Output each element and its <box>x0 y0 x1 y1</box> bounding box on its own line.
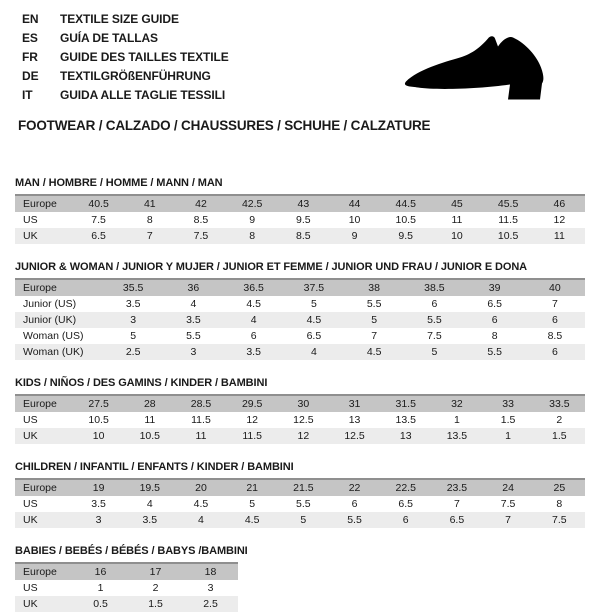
language-code: FR <box>22 50 38 64</box>
size-cell: 3 <box>207 582 214 594</box>
size-cell: 4.5 <box>284 312 344 328</box>
table-row <box>15 328 585 344</box>
size-cell: 8 <box>146 214 153 226</box>
size-cell: 40 <box>525 279 585 296</box>
size-cell: 5.5 <box>296 498 311 510</box>
size-cell: 12 <box>278 428 329 444</box>
size-cell: 8 <box>227 228 278 244</box>
size-cell: 19.5 <box>124 479 175 496</box>
size-section <box>15 461 585 528</box>
size-cell: 2.5 <box>103 344 163 360</box>
size-section <box>15 261 585 360</box>
table-row <box>15 195 585 212</box>
size-section <box>15 377 585 444</box>
size-cell: 20 <box>175 479 226 496</box>
row-label: US <box>23 582 38 594</box>
size-cell: 37.5 <box>284 279 344 296</box>
row-label: Woman (UK) <box>15 344 103 360</box>
size-cell: 4 <box>224 312 284 328</box>
size-cell: 23.5 <box>431 479 482 496</box>
size-cell: 6.5 <box>306 330 322 342</box>
size-cell: 18 <box>183 563 238 580</box>
row-label: US <box>23 414 38 426</box>
size-cell: 6 <box>351 498 358 510</box>
row-label: US <box>23 498 38 510</box>
size-cell: 42.5 <box>227 195 278 212</box>
size-cell: 11.5 <box>227 428 278 444</box>
table-row <box>15 428 585 444</box>
size-cell: 7.5 <box>427 330 442 342</box>
table-row <box>15 512 585 528</box>
language-label: GUIDA ALLE TAGLIE TESSILI <box>60 88 226 102</box>
size-cell: 24 <box>483 479 534 496</box>
size-cell: 1 <box>453 414 460 426</box>
size-cell: 6 <box>525 312 585 328</box>
category-title: FOOTWEAR / CALZADO / CHAUSSURES / SCHUHE / CALZATURE <box>18 118 431 133</box>
size-cell: 19 <box>73 479 124 496</box>
size-cell: 5.5 <box>366 298 382 310</box>
size-cell: 6 <box>380 512 431 528</box>
size-cell: 8 <box>491 330 498 342</box>
size-cell: 10 <box>431 228 482 244</box>
size-cell: 10.5 <box>483 228 534 244</box>
size-cell: 36.5 <box>224 279 284 296</box>
table-row <box>15 596 238 612</box>
size-cell: 7 <box>124 228 175 244</box>
size-cell: 13.5 <box>431 428 482 444</box>
row-label: Junior (US) <box>23 298 77 310</box>
size-cell: 11 <box>534 228 585 244</box>
size-cell: 8 <box>556 498 563 510</box>
size-cell: 33 <box>483 395 534 412</box>
table-row <box>15 228 585 244</box>
size-cell: 6 <box>431 298 438 310</box>
row-label: Woman (US) <box>23 330 84 342</box>
row-label: Europe <box>15 479 73 496</box>
size-cell: 10.5 <box>88 414 109 426</box>
size-cell: 4.5 <box>193 498 209 510</box>
size-section <box>15 545 585 612</box>
row-label: Junior (UK) <box>15 312 103 328</box>
size-cell: 36 <box>163 279 223 296</box>
size-cell: 5 <box>344 312 404 328</box>
table-row <box>15 496 585 512</box>
table-row <box>15 212 585 228</box>
row-label: Europe <box>15 395 73 412</box>
size-cell: 9.5 <box>380 228 431 244</box>
size-cell: 11 <box>144 414 156 426</box>
size-cell: 22 <box>329 479 380 496</box>
size-cell: 21.5 <box>278 479 329 496</box>
table-row <box>15 479 585 496</box>
size-cell: 4 <box>175 512 226 528</box>
size-cell: 3 <box>73 512 124 528</box>
language-row <box>22 10 600 29</box>
size-cell: 7.5 <box>175 228 226 244</box>
size-cell: 41 <box>124 195 175 212</box>
size-cell: 39 <box>465 279 525 296</box>
size-cell: 7 <box>371 330 378 342</box>
size-cell: 11 <box>175 428 226 444</box>
size-cell: 17 <box>128 563 183 580</box>
size-cell: 31 <box>329 395 380 412</box>
table-row <box>15 312 585 328</box>
size-cell: 6 <box>250 330 257 342</box>
size-cell: 45.5 <box>483 195 534 212</box>
size-cell: 7.5 <box>534 512 585 528</box>
size-cell: 3 <box>103 312 163 328</box>
size-cell: 10 <box>348 214 361 226</box>
size-cell: 40.5 <box>73 195 124 212</box>
size-cell: 10 <box>73 428 124 444</box>
size-cell: 4.5 <box>227 512 278 528</box>
size-cell: 1.5 <box>534 428 585 444</box>
size-cell: 3.5 <box>125 298 141 310</box>
size-cell: 10.5 <box>395 214 416 226</box>
section-title: KIDS / NIÑOS / DES GAMINS / KINDER / BAMBINI <box>15 377 268 389</box>
size-cell: 8.5 <box>193 214 209 226</box>
size-cell: 5.5 <box>186 330 201 342</box>
size-cell: 6.5 <box>73 228 124 244</box>
size-cell: 30 <box>278 395 329 412</box>
size-cell: 10.5 <box>124 428 175 444</box>
size-cell: 5.5 <box>465 344 525 360</box>
size-cell: 29.5 <box>227 395 278 412</box>
size-cell: 21 <box>227 479 278 496</box>
size-cell: 2 <box>152 582 159 594</box>
size-cell: 38 <box>344 279 404 296</box>
size-cell: 16 <box>73 563 128 580</box>
row-label: UK <box>15 596 73 612</box>
size-cell: 9 <box>329 228 380 244</box>
size-cell: 33.5 <box>534 395 585 412</box>
size-cell: 22.5 <box>380 479 431 496</box>
size-cell: 31.5 <box>380 395 431 412</box>
row-label: Europe <box>15 279 103 296</box>
size-cell: 12 <box>246 414 258 426</box>
size-cell: 1 <box>97 582 104 594</box>
size-cell: 3.5 <box>163 312 223 328</box>
size-cell: 0.5 <box>73 596 128 612</box>
size-cell: 38.5 <box>404 279 464 296</box>
size-cell: 4.5 <box>344 344 404 360</box>
shoe-icon <box>398 28 573 106</box>
row-label: US <box>23 214 38 226</box>
table-row <box>15 344 585 360</box>
table-row <box>15 580 238 596</box>
size-cell: 43 <box>278 195 329 212</box>
size-cell: 5 <box>249 498 256 510</box>
size-cell: 35.5 <box>103 279 163 296</box>
size-cell: 7 <box>551 298 558 310</box>
table-row <box>15 296 585 312</box>
language-code: IT <box>22 88 33 102</box>
section-title: BABIES / BEBÉS / BÉBÉS / BABYS /BAMBINI <box>15 545 248 557</box>
size-cell: 11.5 <box>498 214 518 226</box>
size-cell: 4 <box>146 498 153 510</box>
size-cell: 3 <box>163 344 223 360</box>
size-cell: 12.5 <box>329 428 380 444</box>
section-title: JUNIOR & WOMAN / JUNIOR Y MUJER / JUNIOR ET FEMME / JUNIOR UND FRAU / JUNIOR E DONA <box>15 261 528 273</box>
size-cell: 13 <box>348 414 361 426</box>
size-cell: 11 <box>451 214 463 226</box>
size-cell: 12.5 <box>293 414 314 426</box>
table-row <box>15 412 585 428</box>
size-cell: 27.5 <box>73 395 124 412</box>
size-cell: 3.5 <box>124 512 175 528</box>
size-cell: 5 <box>130 330 137 342</box>
size-cell: 11.5 <box>191 414 211 426</box>
size-cell: 5 <box>404 344 464 360</box>
language-code: DE <box>22 69 39 83</box>
size-cell: 4 <box>284 344 344 360</box>
size-cell: 5.5 <box>404 312 464 328</box>
row-label: Europe <box>15 195 73 212</box>
row-label: UK <box>15 228 73 244</box>
size-cell: 28 <box>124 395 175 412</box>
language-label: TEXTILGRÖßENFÜHRUNG <box>60 69 211 83</box>
size-cell: 7.5 <box>500 498 516 510</box>
size-cell: 6 <box>525 344 585 360</box>
size-cell: 7.5 <box>91 214 106 226</box>
size-cell: 4.5 <box>246 298 261 310</box>
language-label: TEXTILE SIZE GUIDE <box>60 12 179 26</box>
size-cell: 5 <box>310 298 317 310</box>
size-cell: 13.5 <box>395 414 416 426</box>
size-cell: 6.5 <box>487 298 502 310</box>
size-cell: 7 <box>453 498 460 510</box>
size-cell: 46 <box>534 195 585 212</box>
size-sections <box>15 177 585 612</box>
size-cell: 9.5 <box>296 214 311 226</box>
size-cell: 32 <box>431 395 482 412</box>
size-cell: 6.5 <box>398 498 414 510</box>
size-cell: 3.5 <box>91 498 106 510</box>
language-code: EN <box>22 12 39 26</box>
size-cell: 3.5 <box>224 344 284 360</box>
size-cell: 9 <box>249 214 256 226</box>
section-title: MAN / HOMBRE / HOMME / MANN / MAN <box>15 177 223 189</box>
size-cell: 25 <box>534 479 585 496</box>
size-cell: 4 <box>190 298 197 310</box>
size-cell: 44 <box>329 195 380 212</box>
table-row <box>15 395 585 412</box>
size-cell: 12 <box>553 214 566 226</box>
size-cell: 7 <box>483 512 534 528</box>
table-row <box>15 563 238 580</box>
size-cell: 1 <box>483 428 534 444</box>
size-cell: 45 <box>431 195 482 212</box>
size-section <box>15 177 585 244</box>
language-code: ES <box>22 31 38 45</box>
size-cell: 1.5 <box>500 414 516 426</box>
size-cell: 28.5 <box>175 395 226 412</box>
size-table <box>15 194 585 244</box>
size-cell: 44.5 <box>380 195 431 212</box>
size-cell: 5 <box>278 512 329 528</box>
size-cell: 42 <box>175 195 226 212</box>
row-label: UK <box>15 512 73 528</box>
size-cell: 8.5 <box>547 330 563 342</box>
size-cell: 6.5 <box>431 512 482 528</box>
size-cell: 6 <box>465 312 525 328</box>
size-table <box>15 478 585 528</box>
size-cell: 2 <box>556 414 563 426</box>
table-row <box>15 279 585 296</box>
size-cell: 5.5 <box>329 512 380 528</box>
row-label: Europe <box>15 563 73 580</box>
section-title: CHILDREN / INFANTIL / ENFANTS / KINDER / BAMBINI <box>15 461 294 473</box>
size-table <box>15 562 238 612</box>
size-cell: 2.5 <box>183 596 238 612</box>
size-table <box>15 278 585 360</box>
language-label: GUÍA DE TALLAS <box>60 31 158 45</box>
size-cell: 1.5 <box>128 596 183 612</box>
language-label: GUIDE DES TAILLES TEXTILE <box>60 50 229 64</box>
row-label: UK <box>15 428 73 444</box>
size-table <box>15 394 585 444</box>
size-cell: 13 <box>380 428 431 444</box>
size-cell: 8.5 <box>278 228 329 244</box>
